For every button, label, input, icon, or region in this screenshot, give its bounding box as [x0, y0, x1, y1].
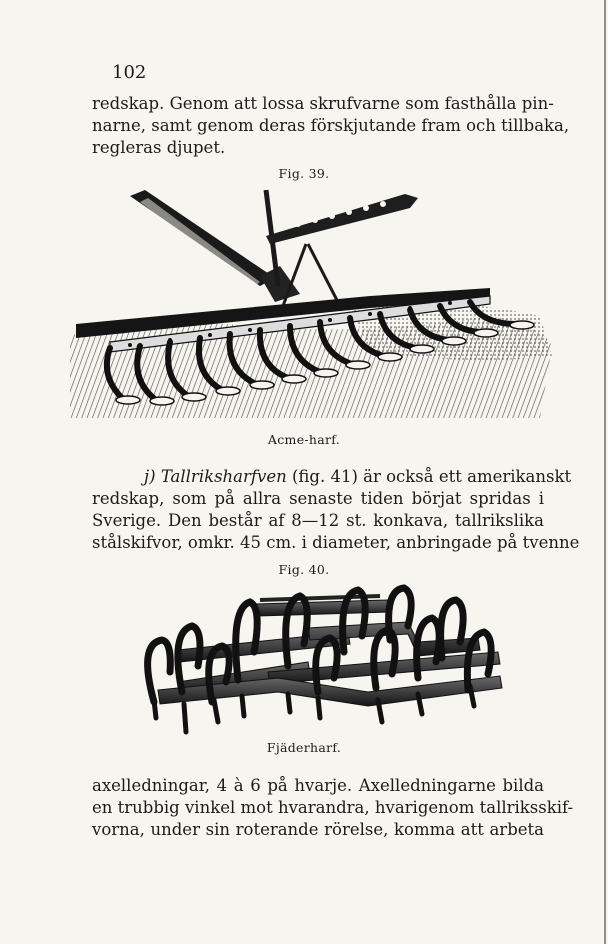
figure-39-caption: Acme-harf.	[267, 432, 341, 447]
text-line: redskap, som på allra senaste tiden börjat spridas i	[92, 489, 544, 508]
list-marker: j)	[144, 467, 156, 486]
acme-harrow-illustration	[70, 186, 552, 418]
text-line: stålskifvor, omkr. 45 cm. i diameter, anbringade på tvenne	[92, 533, 580, 552]
text-line: vorna, under sin roterande rörelse, komma att arbeta	[92, 820, 544, 839]
text-line: en trubbig vinkel mot hvarandra, hvarigenom tallriksskif-	[92, 798, 574, 817]
text-line: redskap. Genom att lossa skrufvarne som fasthålla pin-	[92, 94, 554, 113]
text-line: regleras djupet.	[92, 138, 226, 157]
spring-harrow-illustration	[118, 582, 510, 738]
text-fragment: (fig. 41) är också ett amerikanskt	[291, 467, 572, 486]
text-line: Sverige. Den består af 8—12 st. konkava, tallrikslika	[92, 511, 544, 530]
paragraph-3	[92, 775, 574, 841]
paragraph-1	[92, 93, 570, 159]
figure-40-label: Fig. 40.	[278, 562, 330, 577]
paragraph-2	[92, 466, 580, 554]
text-line	[92, 466, 572, 488]
term-tallriksharfven: Tallriksharfven	[160, 467, 287, 486]
text-line: narne, samt genom deras förskjutande fram och tillbaka,	[92, 116, 570, 135]
page-number: 102	[112, 62, 147, 83]
page-edge	[604, 0, 606, 944]
figure-40-caption: Fjäderharf.	[266, 740, 342, 755]
figure-39-label: Fig. 39.	[278, 166, 330, 181]
text-line: axelledningar, 4 à 6 på hvarje. Axelledningarne bilda	[92, 776, 544, 795]
